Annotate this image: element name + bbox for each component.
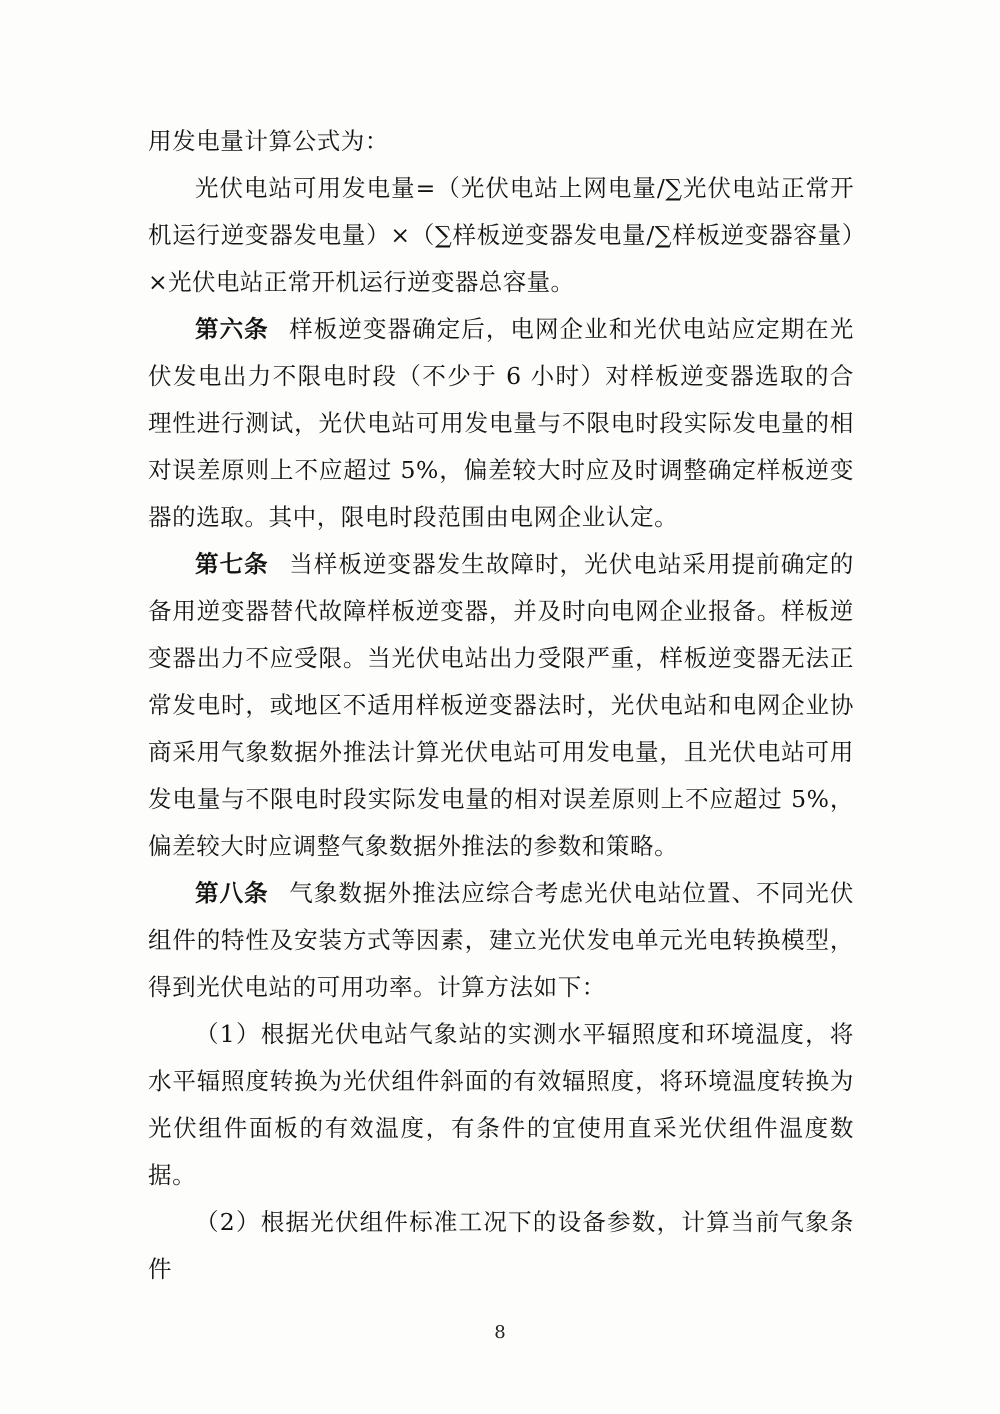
page-number: 8 [494,1322,506,1343]
paragraph-item-two: （2）根据光伏组件标准工况下的设备参数，计算当前气象条件 [148,1208,854,1283]
page-content [148,118,854,1293]
paragraph-formula: 光伏电站可用发电量=（光伏电站上网电量/∑光伏电站正常开机运行逆变器发电量）×（∑样板逆变器发电量/∑样板逆变器容量）×光伏电站正常开机运行逆变器总容量。 [148,174,854,296]
article-label-eight: 第八条 [195,879,269,907]
article-label-seven: 第七条 [195,550,269,578]
article-body-seven: 当样板逆变器发生故障时，光伏电站采用提前确定的备用逆变器替代故障样板逆变器，并及时向电网企业报备。样板逆变器出力不应受限。当光伏电站出力受限严重，样板逆变器无法正常发电时，或地区不适用样板逆变器法时，光伏电站和电网企业协商采用气象数据外推法计算光伏电站可用发电量，且光伏电站可用发电量与不限电时段实际发电量的相对误差原则上不应超过 5%，偏差较大时应调整气象数据外推法的参数和策略。 [148,550,854,860]
article-label-six: 第六条 [195,315,269,343]
article-body-six: 样板逆变器确定后，电网企业和光伏电站应定期在光伏发电出力不限电时段（不少于 6 小时）对样板逆变器选取的合理性进行测试，光伏电站可用发电量与不限电时段实际发电量的相对误差原则上不应超过 5%，偏差较大时应及时调整确定样板逆变器的选取。其中，限电时段范围由电网企业认定。 [148,315,854,531]
article-body-eight: 气象数据外推法应综合考虑光伏电站位置、不同光伏组件的特性及安装方式等因素，建立光伏发电单元光电转换模型，得到光伏电站的可用功率。计算方法如下： [148,879,854,1001]
paragraph-item-one: （1）根据光伏电站气象站的实测水平辐照度和环境温度，将水平辐照度转换为光伏组件斜面的有效辐照度，将环境温度转换为光伏组件面板的有效温度，有条件的宜使用直采光伏组件温度数据。 [148,1020,854,1189]
paragraph-article-eight [148,870,854,1011]
paragraph-article-six [148,306,854,541]
paragraph-lead: 用发电量计算公式为： [148,127,389,155]
paragraph-article-seven [148,541,854,870]
